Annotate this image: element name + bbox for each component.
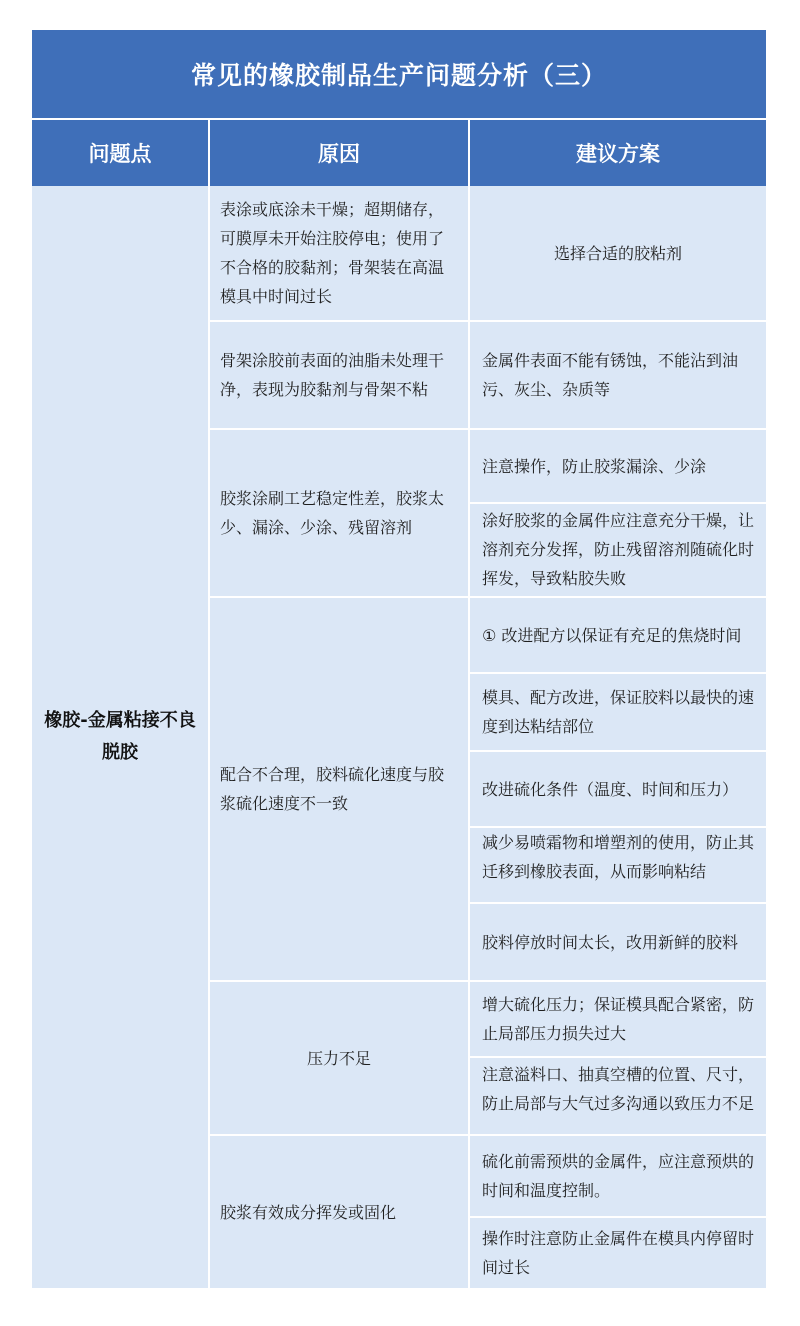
solution-cell bbox=[470, 598, 766, 672]
cause-cell bbox=[210, 322, 468, 428]
solution-text: 金属件表面不能有锈蚀，不能沾到油污、灰尘、杂质等 bbox=[482, 351, 739, 399]
solution-cell bbox=[470, 430, 766, 502]
solution-text: 减少易喷霜物和增塑剂的使用，防止其迁移到橡胶表面，从而影响粘结 bbox=[482, 833, 755, 881]
analysis-table bbox=[32, 30, 766, 1288]
cause-text: 胶浆涂刷工艺稳定性差，胶浆太少、漏涂、少涂、残留溶剂 bbox=[220, 489, 445, 537]
solution-cell bbox=[470, 752, 766, 826]
cause-cell bbox=[210, 186, 468, 320]
cause-text: 配合不合理，胶料硫化速度与胶浆硫化速度不一致 bbox=[220, 765, 445, 813]
solution-cell bbox=[470, 186, 766, 320]
header-issue: 问题点 bbox=[88, 142, 152, 166]
cause-cell bbox=[210, 1136, 468, 1288]
solution-cell bbox=[470, 674, 766, 750]
solution-text: 选择合适的胶粘剂 bbox=[553, 243, 682, 263]
cause-text: 胶浆有效成分挥发或固化 bbox=[220, 1202, 397, 1222]
cause-text: 表涂或底涂未干燥；超期储存，可膜厚未开始注胶停电；使用了不合格的胶黏剂；骨架装在高温模具中时间过长 bbox=[220, 200, 445, 306]
solution-text: 操作时注意防止金属件在模具内停留时间过长 bbox=[482, 1229, 755, 1277]
solution-cell bbox=[470, 904, 766, 980]
cause-cell bbox=[210, 598, 468, 980]
header-solution: 建议方案 bbox=[576, 142, 660, 166]
solution-cell bbox=[470, 982, 766, 1056]
solution-text: 胶料停放时间太长，改用新鲜的胶料 bbox=[482, 932, 739, 952]
solution-cell bbox=[470, 322, 766, 428]
solution-cell bbox=[470, 1058, 766, 1134]
solution-text: 注意溢料口、抽真空槽的位置、尺寸，防止局部与大气过多沟通以致压力不足 bbox=[482, 1065, 755, 1113]
table-header-row bbox=[32, 118, 766, 186]
cause-text: 压力不足 bbox=[306, 1048, 371, 1068]
solution-text: 注意操作，防止胶浆漏涂、少涂 bbox=[482, 456, 707, 476]
issue-cell bbox=[32, 186, 208, 1288]
cause-cell bbox=[210, 430, 468, 596]
solution-text: 模具、配方改进，保证胶料以最快的速度到达粘结部位 bbox=[482, 688, 755, 736]
issue-text: 橡胶-金属粘接不良脱胶 bbox=[44, 710, 196, 763]
solution-text: 涂好胶浆的金属件应注意充分干燥，让溶剂充分发挥，防止残留溶剂随硫化时挥发，导致粘胶失败 bbox=[482, 511, 755, 588]
solution-cell bbox=[470, 504, 766, 596]
cause-text: 骨架涂胶前表面的油脂未处理干净，表现为胶黏剂与骨架不粘 bbox=[220, 351, 445, 399]
solution-text: 增大硫化压力；保证模具配合紧密，防止局部压力损失过大 bbox=[482, 995, 755, 1043]
table-title: 常见的橡胶制品生产问题分析（三） bbox=[32, 30, 766, 118]
solution-cell bbox=[470, 1136, 766, 1216]
solution-cell bbox=[470, 828, 766, 902]
solution-text: 改进硫化条件（温度、时间和压力） bbox=[482, 779, 739, 799]
solution-text: ① 改进配方以保证有充足的焦烧时间 bbox=[482, 625, 742, 645]
solution-cell bbox=[470, 1218, 766, 1288]
solution-text: 硫化前需预烘的金属件，应注意预烘的时间和温度控制。 bbox=[482, 1152, 755, 1200]
header-cause: 原因 bbox=[318, 142, 360, 166]
cause-cell bbox=[210, 982, 468, 1134]
